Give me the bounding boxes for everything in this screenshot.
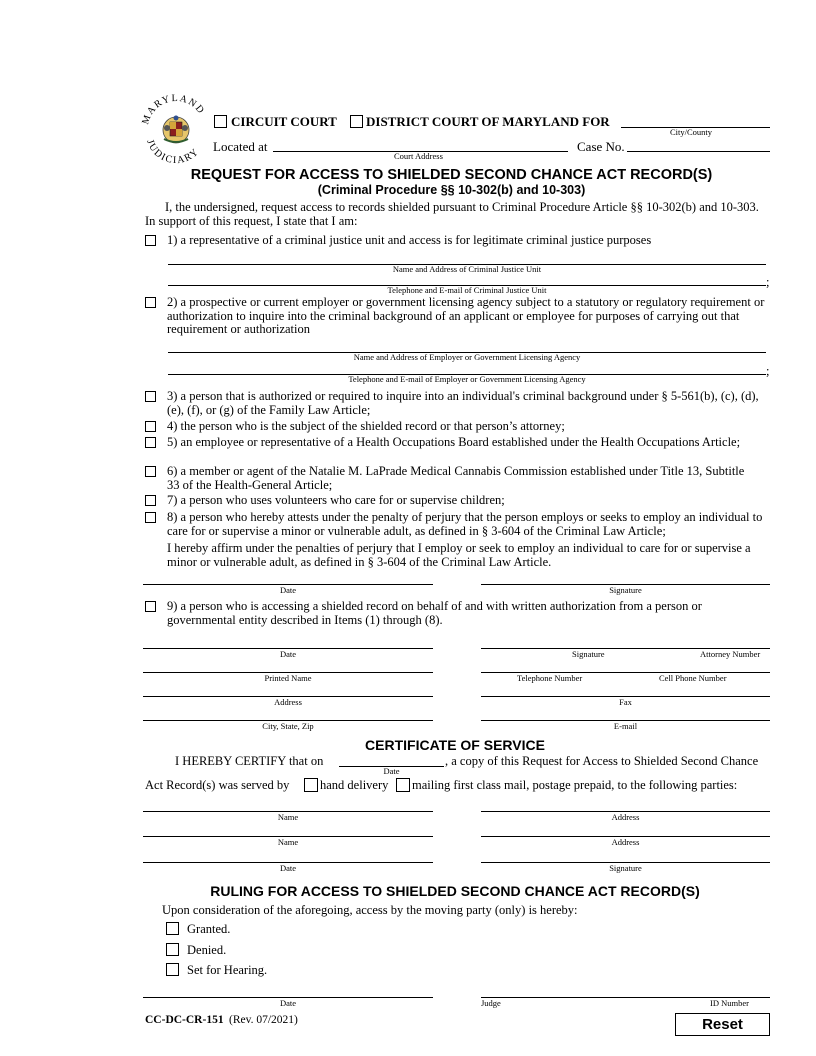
item-7-text: 7) a person who uses volunteers who care for or supervise children; [167, 493, 505, 507]
certificate-heading: CERTIFICATE OF SERVICE [365, 737, 545, 753]
item-2-text: 2) a prospective or current employer or government licensing agency subject to a statutory or regulatory requirement or authorization to inquire into the criminal background of an applicant or employee for purposes of carrying out that requirement or authorization [167, 295, 765, 336]
requester-date-caption: Date [279, 649, 297, 659]
item-8-signature-caption: Signature [609, 585, 642, 595]
attorney-number-caption: Attorney Number [700, 649, 761, 659]
ruling-heading: RULING FOR ACCESS TO SHIELDED SECOND CHANCE ACT RECORD(S) [210, 883, 700, 899]
item-4-text: 4) the person who is the subject of the shielded record or that person’s attorney; [167, 419, 565, 433]
item-9-text: 9) a person who is accessing a shielded record on behalf of and with written authorization from a person or governmental entity described in Items (1) through (8). [167, 599, 702, 627]
certificate-date-caption: Date [279, 863, 297, 873]
party-1-name-caption: Name [277, 812, 299, 822]
printed-name-caption: Printed Name [264, 673, 312, 683]
email-caption: E-mail [613, 721, 638, 731]
district-court-checkbox[interactable] [350, 115, 363, 128]
item-3-checkbox[interactable] [145, 391, 156, 402]
maryland-judiciary-seal [140, 93, 212, 165]
intro-paragraph: I, the undersigned, request access to records shielded pursuant to Criminal Procedure Article §§ 10-302(b) and 10-303. In support of this request, I state that I am: [145, 200, 759, 228]
granted-label: Granted. [187, 922, 231, 936]
requester-signature-caption: Signature [572, 649, 605, 659]
certify-text-start: I HEREBY CERTIFY that on [175, 754, 324, 768]
mailing-label: mailing first class mail, postage prepaid, to the following parties: [412, 778, 738, 792]
address-caption: Address [274, 697, 302, 707]
hearing-checkbox[interactable] [166, 963, 179, 976]
reset-button[interactable]: Reset [675, 1013, 770, 1036]
party-2-name-caption: Name [277, 837, 299, 847]
item-5-checkbox[interactable] [145, 437, 156, 448]
ruling-date-caption: Date [279, 998, 297, 1008]
case-no-label: Case No. [577, 139, 625, 154]
mailing-checkbox[interactable] [396, 778, 410, 792]
cell-phone-number-caption: Cell Phone Number [659, 673, 727, 683]
hand-delivery-checkbox[interactable] [304, 778, 318, 792]
judge-caption: Judge [481, 998, 501, 1008]
form-revision: (Rev. 07/2021) [229, 1014, 298, 1026]
city-county-caption: City/County [670, 127, 713, 137]
telephone-number-caption: Telephone Number [517, 673, 583, 683]
item-2-checkbox[interactable] [145, 297, 156, 308]
form-subtitle: (Criminal Procedure §§ 10-302(b) and 10-303) [317, 183, 586, 197]
party-2-address-caption: Address [611, 837, 640, 847]
certify-text-end: , a copy of this Request for Access to Shielded Second Chance [445, 754, 759, 768]
certificate-signature-caption: Signature [609, 863, 642, 873]
item-6-checkbox[interactable] [145, 466, 156, 477]
form-number: CC-DC-CR-151 [145, 1014, 224, 1026]
ruling-intro: Upon consideration of the aforegoing, access by the moving party (only) is hereby: [162, 903, 578, 917]
district-court-label: DISTRICT COURT OF MARYLAND FOR [366, 114, 610, 129]
id-number-caption: ID Number [710, 998, 749, 1008]
party-1-address-caption: Address [611, 812, 640, 822]
service-date-caption: Date [383, 766, 400, 776]
item-2-telephone-email-caption: Telephone and E-mail of Employer or Government Licensing Agency [348, 374, 586, 384]
item-8-text: 8) a person who hereby attests under the penalty of perjury that the person employs or seeks to employ an individual to care for or supervise a minor or vulnerable adult, as defined in § 3-604 of the Criminal Law Article; [167, 510, 763, 538]
hearing-label: Set for Hearing. [187, 963, 268, 977]
item-4-checkbox[interactable] [145, 421, 156, 432]
item-1-name-address-caption: Name and Address of Criminal Justice Unit [392, 264, 542, 274]
item-3-text: 3) a person that is authorized or required to inquire into an individual's criminal background under § 5-561(b), (c), (d), (e), (f), or (g) of the Family Law Article; [167, 389, 759, 417]
form-title: REQUEST FOR ACCESS TO SHIELDED SECOND CHANCE ACT RECORD(S) [190, 167, 713, 183]
circuit-court-checkbox[interactable] [214, 115, 227, 128]
item-8-date-caption: Date [279, 585, 297, 595]
item-2-name-address-caption: Name and Address of Employer or Government Licensing Agency [353, 352, 581, 362]
denied-checkbox[interactable] [166, 943, 179, 956]
city-state-zip-caption: City, State, Zip [262, 721, 314, 731]
denied-label: Denied. [187, 943, 227, 957]
item-1-semicolon: ; [766, 275, 770, 289]
item-8-checkbox[interactable] [145, 512, 156, 523]
hand-delivery-label: hand delivery [320, 778, 389, 792]
item-9-checkbox[interactable] [145, 601, 156, 612]
item-1-checkbox[interactable] [145, 235, 156, 246]
item-5-text: 5) an employee or representative of a Health Occupations Board established under the Health Occupations Article; [167, 435, 741, 449]
item-7-checkbox[interactable] [145, 495, 156, 506]
court-address-caption: Court Address [394, 151, 443, 161]
case-no-field[interactable] [627, 151, 770, 152]
item-6-text: 6) a member or agent of the Natalie M. LaPrade Medical Cannabis Commission established under Title 13, Subtitle 33 of the Health-General Article; [167, 464, 745, 492]
item-2-semicolon: ; [766, 364, 770, 378]
granted-checkbox[interactable] [166, 922, 179, 935]
item-1-telephone-email-caption: Telephone and E-mail of Criminal Justice Unit [387, 285, 547, 295]
item-1-text: 1) a representative of a criminal justice unit and access is for legitimate criminal justice purposes [167, 233, 652, 247]
circuit-court-label: CIRCUIT COURT [231, 114, 337, 129]
located-at-label: Located at [213, 139, 268, 154]
item-8-affirmation: I hereby affirm under the penalties of perjury that I employ or seek to employ an individual to care for or supervise a minor or vulnerable adult, as defined in § 3-604 of the Criminal Law Article. [167, 541, 751, 569]
served-by-text: Act Record(s) was served by [145, 778, 290, 792]
seal-top-text: MARYLAND [140, 93, 207, 126]
seal-bottom-text: JUDICIARY [144, 138, 202, 165]
fax-caption: Fax [619, 697, 632, 707]
